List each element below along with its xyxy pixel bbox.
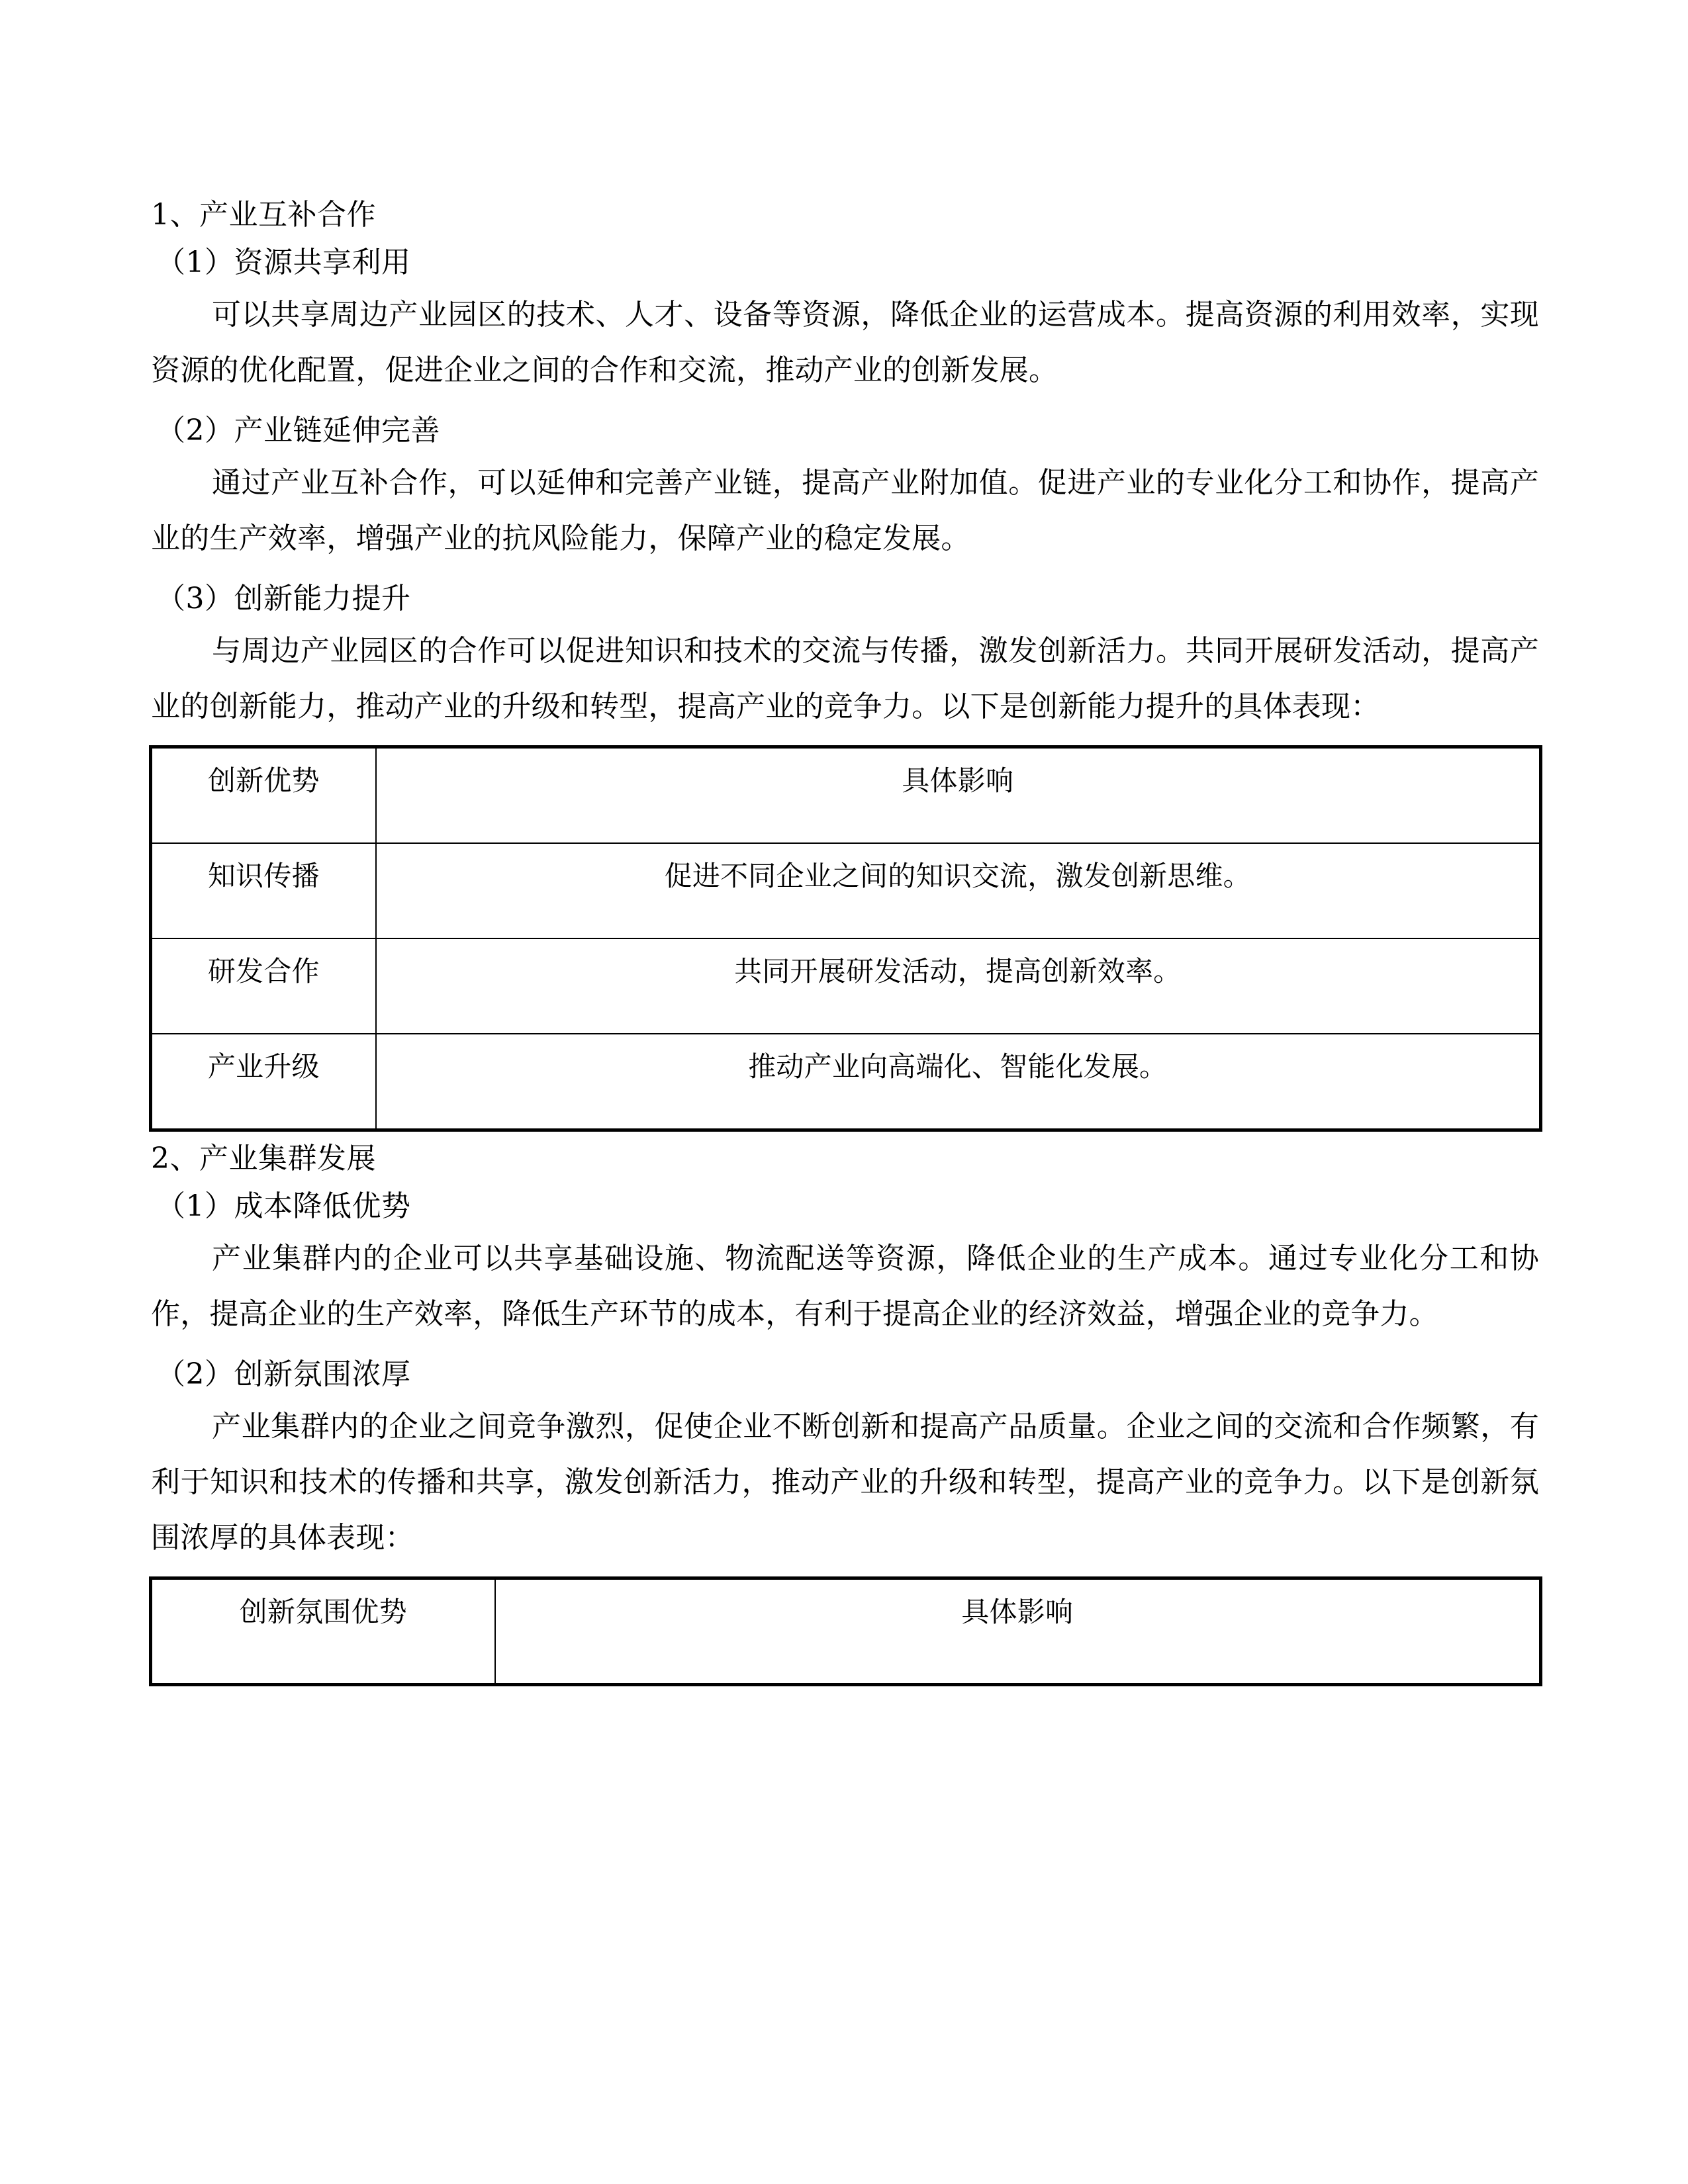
heading-section-1: 1、产业互补合作	[151, 198, 376, 232]
table-header-cell-advantage: 创新优势	[151, 747, 376, 844]
paragraph-innovation-capability: 与周边产业园区的合作可以促进知识和技术的交流与传播，激发创新活力。共同开展研发活动，提高产业的创新能力，推动产业的升级和转型，提高产业的竞争力。以下是创新能力提升的具体表现：	[151, 634, 1539, 723]
table-cell-impact: 推动产业向高端化、智能化发展。	[376, 1034, 1541, 1130]
table-cell-impact: 促进不同企业之间的知识交流，激发创新思维。	[376, 843, 1541, 938]
table-cell-impact: 共同开展研发活动，提高创新效率。	[376, 938, 1541, 1034]
table-header-cell-atmosphere-advantage: 创新氛围优势	[151, 1578, 495, 1685]
paragraph-chain-extension: 通过产业互补合作，可以延伸和完善产业链，提高产业附加值。促进产业的专业化分工和协作，提高产业的生产效率，增强产业的抗风险能力，保障产业的稳定发展。	[151, 466, 1539, 555]
heading-section-1-sub-3: （3）创新能力提升	[156, 582, 411, 615]
heading-section-1-sub-1: （1）资源共享利用	[156, 246, 411, 279]
spacer	[151, 398, 1539, 408]
table-row	[151, 1034, 1541, 1130]
paragraph-cost-reduction: 产业集群内的企业可以共享基础设施、物流配送等资源，降低企业的生产成本。通过专业化分工和协作，提高企业的生产效率，降低生产环节的成本，有利于提高企业的经济效益，增强企业的竞争力。	[151, 1242, 1539, 1331]
table-row	[151, 843, 1541, 938]
heading-section-2: 2、产业集群发展	[151, 1142, 376, 1175]
table-innovation-advantages	[149, 745, 1542, 1132]
spacer	[151, 567, 1539, 576]
page-content	[151, 192, 1539, 1686]
paragraph-innovation-atmosphere: 产业集群内的企业之间竞争激烈，促使企业不断创新和提高产品质量。企业之间的交流和合作频繁，有利于知识和技术的传播和共享，激发创新活力，推动产业的升级和转型，提高产业的竞争力。以下是创新氛围浓厚的具体表现：	[151, 1410, 1539, 1555]
heading-section-2-sub-1: （1）成本降低优势	[156, 1189, 411, 1223]
table-innovation-atmosphere	[149, 1576, 1542, 1686]
table-cell-advantage: 研发合作	[151, 938, 376, 1034]
heading-section-2-sub-2: （2）创新氛围浓厚	[156, 1357, 411, 1391]
table-header-row	[151, 747, 1541, 844]
table-header-cell-impact: 具体影响	[495, 1578, 1541, 1685]
table-header-row	[151, 1578, 1541, 1685]
table-cell-advantage: 知识传播	[151, 843, 376, 938]
paragraph-resource-sharing: 可以共享周边产业园区的技术、人才、设备等资源，降低企业的运营成本。提高资源的利用效率，实现资源的优化配置，促进企业之间的合作和交流，推动产业的创新发展。	[151, 298, 1539, 387]
table-header-cell-impact: 具体影响	[376, 747, 1541, 844]
table-row	[151, 938, 1541, 1034]
spacer	[151, 1342, 1539, 1351]
table-cell-advantage: 产业升级	[151, 1034, 376, 1130]
heading-section-1-sub-2: （2）产业链延伸完善	[156, 414, 440, 447]
